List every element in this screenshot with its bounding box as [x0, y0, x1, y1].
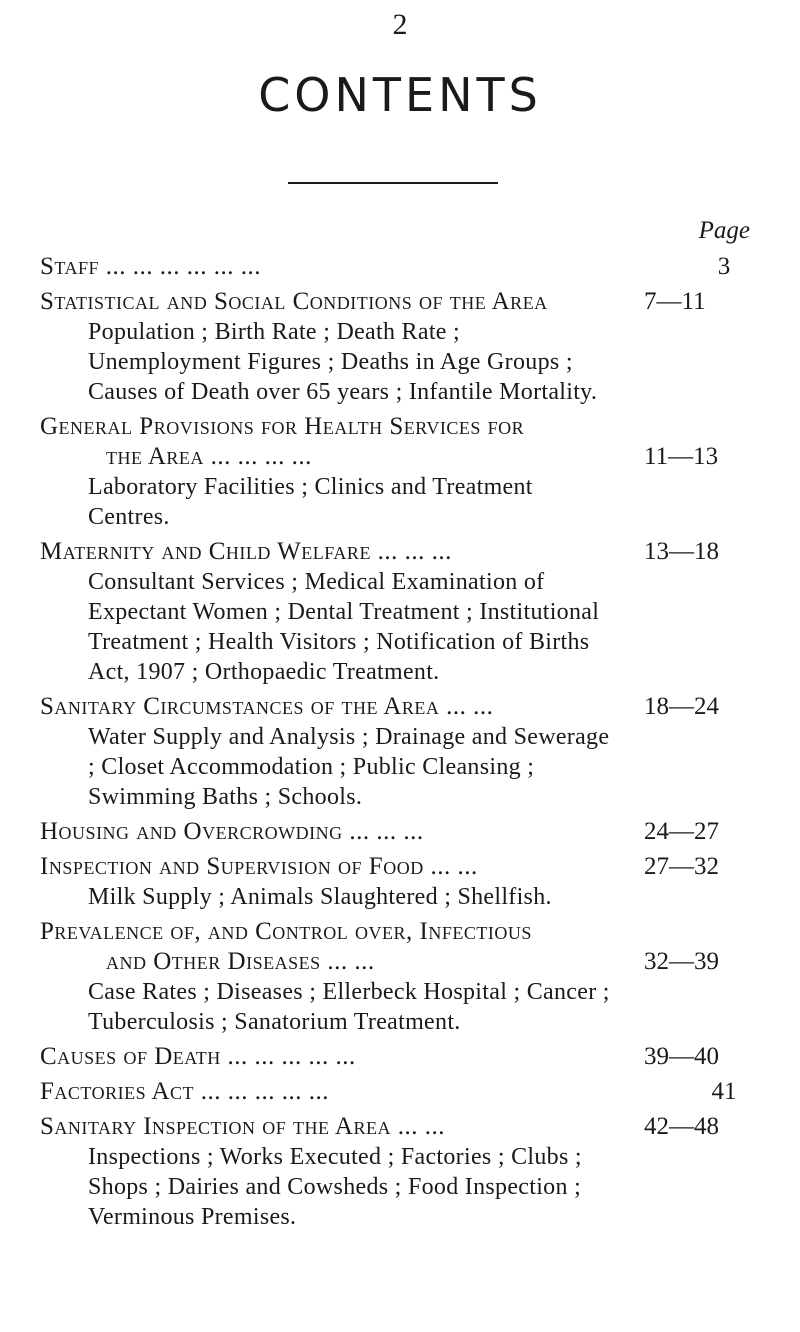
- toc-entry-title-continued: the Area ... ... ... ...: [106, 443, 312, 470]
- toc-entry-description: Consultant Services ; Medical Examination of Expectant Women ; Dental Treatment ; Institutional Treatment ; Health Visitors ; Notification of Births Act, 1907 ; Orthopaedic Treatment.: [88, 569, 600, 685]
- toc-entry-description: Water Supply and Analysis ; Drainage and Sewerage ; Closet Accommodation ; Public Cleansing ; Swimming Baths ; Schools.: [88, 724, 610, 810]
- toc-entry-description: Inspections ; Works Executed ; Factories ; Clubs ; Shops ; Dairies and Cowsheds ; Food Inspection ; Verminous Premises.: [88, 1144, 582, 1230]
- table-of-contents: [40, 252, 754, 1237]
- toc-entry-pages: 13—18: [644, 538, 719, 565]
- toc-entry-pages: 3: [717, 253, 731, 280]
- toc-entry-title: Sanitary Inspection of the Area ... ...: [40, 1113, 445, 1140]
- toc-entry-pages: 7—11: [644, 288, 706, 315]
- toc-entry-pages: 32—39: [644, 948, 719, 975]
- toc-entry-pages: 27—32: [644, 853, 719, 880]
- toc-entry-statistical-conditions[interactable]: [40, 287, 754, 407]
- toc-entry-staff[interactable]: [40, 252, 754, 282]
- toc-entry-title: General Provisions for Health Services for: [40, 413, 525, 440]
- page-title: CONTENTS: [258, 68, 542, 122]
- toc-entry-title: Statistical and Social Conditions of the Area: [40, 288, 548, 315]
- toc-entry-pages: 11—13: [644, 443, 719, 470]
- toc-entry-infectious-diseases[interactable]: [40, 917, 754, 1037]
- toc-entry-title: Inspection and Supervision of Food ... ...: [40, 853, 478, 880]
- toc-entry-pages: 42—48: [644, 1113, 719, 1140]
- toc-entry-factories-act[interactable]: [40, 1077, 754, 1107]
- toc-entry-title: Factories Act ... ... ... ... ...: [40, 1078, 330, 1105]
- toc-entry-pages: 18—24: [644, 693, 719, 720]
- toc-entry-title: Prevalence of, and Control over, Infectious: [40, 918, 532, 945]
- toc-entry-title-continued: and Other Diseases ... ...: [106, 948, 375, 975]
- toc-entry-pages: 41: [711, 1078, 737, 1105]
- toc-entry-pages: 24—27: [644, 818, 719, 845]
- title-divider: [288, 182, 498, 184]
- page-column-header: Page: [698, 217, 750, 244]
- toc-entry-causes-of-death[interactable]: [40, 1042, 754, 1072]
- toc-entry-description: Milk Supply ; Animals Slaughtered ; Shellfish.: [88, 884, 552, 910]
- toc-entry-title: Sanitary Circumstances of the Area ... ...: [40, 693, 494, 720]
- toc-entry-title: Maternity and Child Welfare ... ... ...: [40, 538, 452, 565]
- toc-entry-description: Case Rates ; Diseases ; Ellerbeck Hospital ; Cancer ; Tuberculosis ; Sanatorium Treatment.: [88, 979, 610, 1035]
- toc-entry-food-inspection[interactable]: [40, 852, 754, 912]
- toc-entry-pages: 39—40: [644, 1043, 719, 1070]
- toc-entry-title: Causes of Death ... ... ... ... ...: [40, 1043, 356, 1070]
- toc-entry-description: Laboratory Facilities ; Clinics and Treatment Centres.: [88, 474, 533, 530]
- toc-entry-sanitary-inspection[interactable]: [40, 1112, 754, 1232]
- toc-entry-title: Housing and Overcrowding ... ... ...: [40, 818, 424, 845]
- toc-entry-title: Staff ... ... ... ... ... ...: [40, 253, 261, 280]
- page-number: 2: [392, 8, 408, 41]
- toc-entry-sanitary-circumstances[interactable]: [40, 692, 754, 812]
- toc-entry-housing[interactable]: [40, 817, 754, 847]
- toc-entry-description: Population ; Birth Rate ; Death Rate ; Unemployment Figures ; Deaths in Age Groups ; Causes of Death over 65 years ; Infantile Mortality.: [88, 319, 598, 405]
- toc-entry-maternity-child-welfare[interactable]: [40, 537, 754, 687]
- toc-entry-general-provisions[interactable]: [40, 412, 754, 532]
